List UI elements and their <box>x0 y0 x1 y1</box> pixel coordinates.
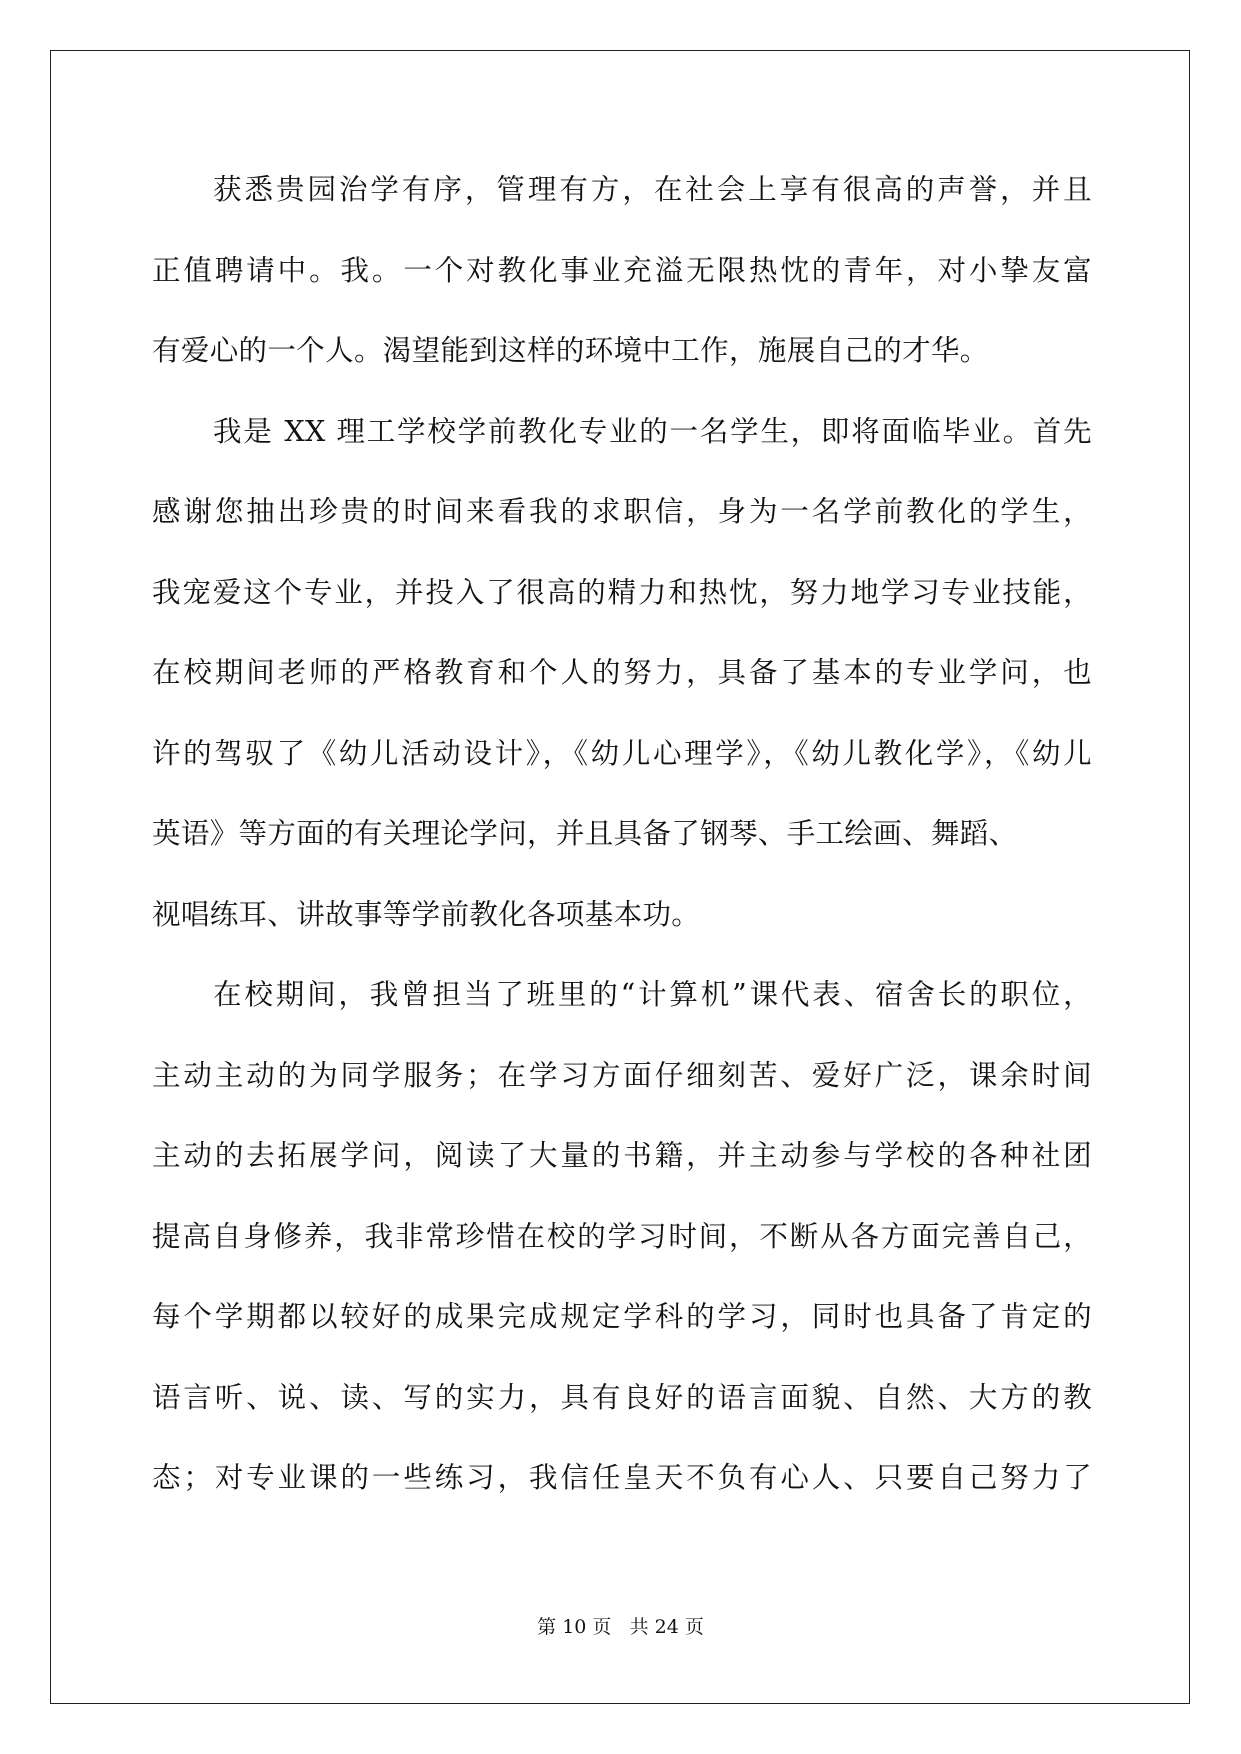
text-line: 有爱心的一个人。渴望能到这样的环境中工作，施展自己的才华。 <box>152 334 989 367</box>
text-line: 主动的去拓展学问，阅读了大量的书籍，并主动参与学校的各种社团 <box>152 1139 1092 1172</box>
page-footer <box>0 1615 1241 1639</box>
text-line: 我宠爱这个专业，并投入了很高的精力和热忱，努力地学习专业技能， <box>152 575 1092 609</box>
text-line: 提高自身修养，我非常珍惜在校的学习时间，不断从各方面完善自己， <box>152 1219 1092 1253</box>
text-line: 获悉贵园治学有序，管理有方，在社会上享有很高的声誉，并且 <box>213 173 1092 206</box>
text-line: 每个学期都以较好的成果完成规定学科的学习，同时也具备了肯定的 <box>152 1300 1092 1333</box>
text-line: 在校期间老师的严格教育和个人的努力，具备了基本的专业学问，也 <box>152 656 1092 689</box>
text-line: 主动主动的为同学服务；在学习方面仔细刻苦、爱好广泛，课余时间 <box>152 1058 1092 1092</box>
text-line: 语言听、说、读、写的实力，具有良好的语言面貌、自然、大方的教 <box>152 1380 1092 1414</box>
text-line: 感谢您抽出珍贵的时间来看我的求职信，身为一名学前教化的学生， <box>152 495 1092 528</box>
text-line: 我是 XX 理工学校学前教化专业的一名学生，即将面临毕业。首先 <box>213 414 1092 448</box>
text-line: 许的驾驭了《幼儿活动设计》，《幼儿心理学》，《幼儿教化学》，《幼儿 <box>152 736 1092 770</box>
text-line: 在校期间，我曾担当了班里的“计算机”课代表、宿舍长的职位， <box>213 978 1092 1011</box>
text-line: 正值聘请中。我。一个对教化事业充溢无限热忱的青年，对小挚友富 <box>152 253 1092 287</box>
page-number: 第 10 页 <box>537 1616 612 1638</box>
letter-body <box>152 150 1092 1519</box>
text-line: 英语》等方面的有关理论学问，并且具备了钢琴、手工绘画、舞蹈、 <box>152 817 1018 850</box>
text-line: 态；对专业课的一些练习，我信任皇天不负有心人、只要自己努力了 <box>152 1461 1092 1494</box>
text-line: 视唱练耳、讲故事等学前教化各项基本功。 <box>152 897 701 931</box>
page-total: 共 24 页 <box>629 1616 704 1638</box>
